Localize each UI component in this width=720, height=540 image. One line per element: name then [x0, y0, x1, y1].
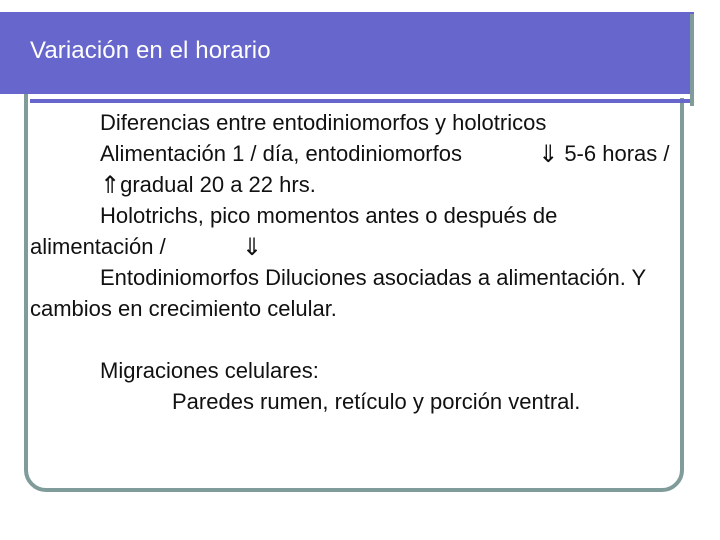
title-separator-white [30, 94, 690, 98]
body-paragraph-migrations: Migraciones celulares: [100, 358, 319, 383]
paragraph-spacer [30, 324, 680, 355]
double-up-arrow-icon: ⇑ [100, 172, 121, 199]
double-down-arrow-icon: ⇓ [538, 141, 559, 168]
body-paragraph-feeding [30, 138, 680, 200]
holotrichs-text: Holotrichs, pico momentos antes o después de alimentación / [30, 203, 558, 259]
title-separator-blue [30, 99, 690, 103]
body-paragraph-walls: Paredes rumen, retículo y porción ventral. [172, 389, 581, 414]
feeding-text-a: Alimentación 1 / día, entodiniomorfos [100, 141, 469, 166]
double-down-arrow-icon: ⇓ [241, 234, 262, 261]
frame-right-line [690, 14, 694, 106]
slide-title: Variación en el horario [30, 37, 271, 64]
title-bar-edge [694, 14, 720, 108]
feeding-text-b: 5-6 horas / [558, 141, 670, 166]
slide-body [30, 107, 680, 417]
body-paragraph-differences: Diferencias entre entodiniomorfos y holotricos [100, 110, 547, 135]
feeding-text-c: gradual 20 a 22 hrs. [120, 172, 316, 197]
body-paragraph-entodiniomorphs: Entodiniomorfos Diluciones asociadas a alimentación. Y cambios en crecimiento celular. [30, 265, 646, 321]
body-paragraph-holotrichs [30, 200, 680, 262]
